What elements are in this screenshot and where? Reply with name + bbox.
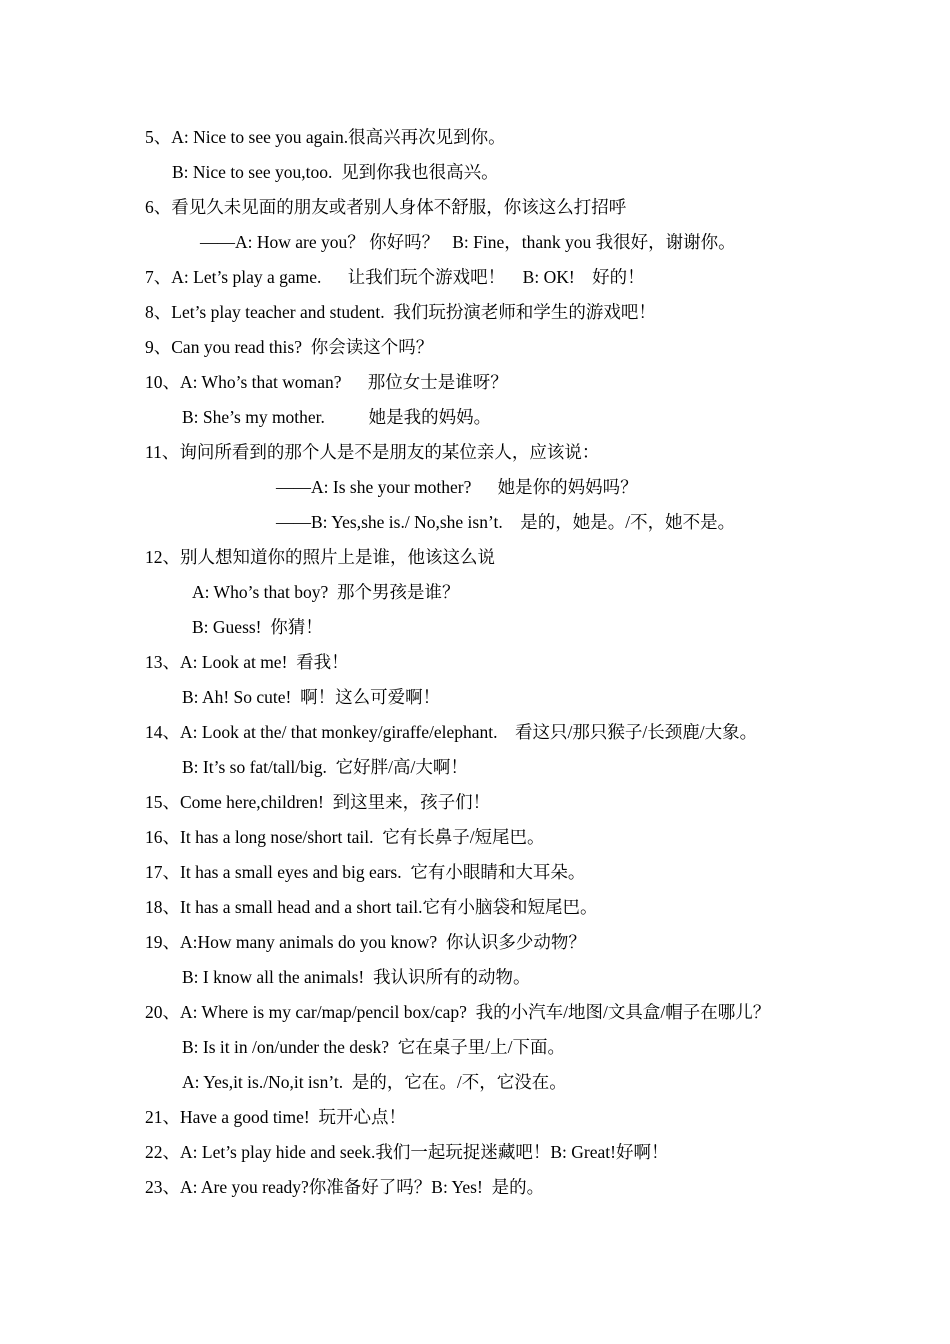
dialogue-line: 7、A: Let’s play a game. 让我们玩个游戏吧！ B: OK! 好的！ xyxy=(145,267,645,287)
dialogue-line: 19、A:How many animals do you know? 你认识多少动物？ xyxy=(145,932,586,952)
dialogue-line: 6、看见久未见面的朋友或者别人身体不舒服，你该这么打招呼 xyxy=(145,197,627,217)
dialogue-line: A: Who’s that boy? 那个男孩是谁？ xyxy=(192,582,460,602)
dialogue-line: ——B: Yes,she is./ No,she isn’t. 是的，她是。/不，她不是。 xyxy=(276,512,736,532)
dialogue-line: 8、Let’s play teacher and student. 我们玩扮演老师和学生的游戏吧！ xyxy=(145,302,656,322)
dialogue-line: B: Is it in /on/under the desk? 它在桌子里/上/下面。 xyxy=(182,1037,566,1057)
dialogue-line: ——A: How are you？ 你好吗？ B: Fine，thank you 我很好，谢谢你。 xyxy=(200,232,736,252)
dialogue-line: 5、A: Nice to see you again.很高兴再次见到你。 xyxy=(145,127,506,147)
dialogue-line: ——A: Is she your mother? 她是你的妈妈吗？ xyxy=(276,477,638,497)
dialogue-line: 20、A: Where is my car/map/pencil box/cap? 我的小汽车/地图/文具盒/帽子在哪儿？ xyxy=(145,1002,771,1022)
dialogue-line: 16、It has a long nose/short tail. 它有长鼻子/短尾巴。 xyxy=(145,827,545,847)
dialogue-list xyxy=(0,123,950,1208)
dialogue-line: B: Ah! So cute! 啊！这么可爱啊！ xyxy=(182,687,441,707)
dialogue-line: 14、A: Look at the/ that monkey/giraffe/elephant. 看这只/那只猴子/长颈鹿/大象。 xyxy=(145,722,758,742)
dialogue-line: B: Guess! 你猜！ xyxy=(192,617,323,637)
dialogue-line: 10、A: Who’s that woman? 那位女士是谁呀？ xyxy=(145,372,508,392)
dialogue-line: B: I know all the animals! 我认识所有的动物。 xyxy=(182,967,531,987)
dialogue-line: 15、Come here,children! 到这里来，孩子们！ xyxy=(145,792,491,812)
dialogue-line: B: She’s my mother. 她是我的妈妈。 xyxy=(182,407,492,427)
dialogue-line: 12、别人想知道你的照片上是谁，他该这么说 xyxy=(145,547,495,567)
dialogue-line: 11、询问所看到的那个人是不是朋友的某位亲人，应该说： xyxy=(145,442,600,462)
dialogue-line: 9、Can you read this? 你会读这个吗？ xyxy=(145,337,434,357)
dialogue-line: 22、A: Let’s play hide and seek.我们一起玩捉迷藏吧！B: Great!好啊！ xyxy=(145,1142,669,1162)
dialogue-line: A: Yes,it is./No,it isn’t. 是的，它在。/不，它没在。 xyxy=(182,1072,567,1092)
dialogue-line: 18、It has a small head and a short tail.它有小脑袋和短尾巴。 xyxy=(145,897,598,917)
dialogue-line: 17、It has a small eyes and big ears. 它有小眼睛和大耳朵。 xyxy=(145,862,586,882)
dialogue-line: B: Nice to see you,too. 见到你我也很高兴。 xyxy=(172,162,499,182)
dialogue-line: B: It’s so fat/tall/big. 它好胖/高/大啊！ xyxy=(182,757,468,777)
dialogue-line: 21、Have a good time! 玩开心点！ xyxy=(145,1107,406,1127)
dialogue-line: 23、A: Are you ready?你准备好了吗？B: Yes! 是的。 xyxy=(145,1177,545,1197)
dialogue-line: 13、A: Look at me! 看我！ xyxy=(145,652,349,672)
